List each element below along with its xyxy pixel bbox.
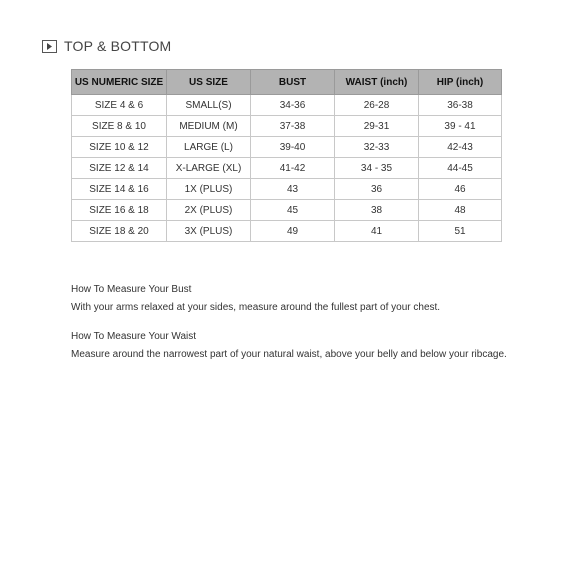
table-row: [72, 116, 502, 137]
bust-instruction: [71, 281, 551, 317]
cell-numeric-size: SIZE 18 & 20: [72, 221, 167, 242]
table-row: [72, 95, 502, 116]
section-title: TOP & BOTTOM: [64, 38, 172, 54]
table-row: [72, 221, 502, 242]
cell-numeric-size: SIZE 12 & 14: [72, 158, 167, 179]
cell-numeric-size: SIZE 8 & 10: [72, 116, 167, 137]
cell-numeric-size: SIZE 10 & 12: [72, 137, 167, 158]
cell-us-size: MEDIUM (M): [167, 116, 251, 137]
cell-bust: 43: [251, 179, 335, 200]
cell-hip: 51: [419, 221, 502, 242]
cell-hip: 39 - 41: [419, 116, 502, 137]
cell-us-size: 2X (PLUS): [167, 200, 251, 221]
cell-waist: 41: [335, 221, 419, 242]
cell-bust: 37-38: [251, 116, 335, 137]
cell-hip: 46: [419, 179, 502, 200]
table-header-row: [72, 70, 502, 95]
cell-waist: 29-31: [335, 116, 419, 137]
cell-us-size: 3X (PLUS): [167, 221, 251, 242]
cell-bust: 45: [251, 200, 335, 221]
table-row: [72, 200, 502, 221]
table-row: [72, 179, 502, 200]
cell-bust: 39-40: [251, 137, 335, 158]
cell-us-size: 1X (PLUS): [167, 179, 251, 200]
section-header[interactable]: [42, 38, 171, 54]
cell-bust: 41-42: [251, 158, 335, 179]
header-us-numeric-size: US NUMERIC SIZE: [72, 70, 167, 95]
cell-bust: 34-36: [251, 95, 335, 116]
cell-waist: 26-28: [335, 95, 419, 116]
cell-us-size: X-LARGE (XL): [167, 158, 251, 179]
cell-hip: 36-38: [419, 95, 502, 116]
cell-numeric-size: SIZE 4 & 6: [72, 95, 167, 116]
play-icon[interactable]: [42, 40, 57, 53]
header-hip: HIP (inch): [419, 70, 502, 95]
instruction-heading: How To Measure Your Bust: [71, 284, 192, 295]
cell-numeric-size: SIZE 14 & 16: [72, 179, 167, 200]
cell-hip: 42-43: [419, 137, 502, 158]
instruction-heading: How To Measure Your Waist: [71, 331, 197, 342]
header-bust: BUST: [251, 70, 335, 95]
cell-us-size: LARGE (L): [167, 137, 251, 158]
cell-waist: 32-33: [335, 137, 419, 158]
cell-hip: 48: [419, 200, 502, 221]
measuring-instructions: [71, 281, 551, 375]
table-row: [72, 137, 502, 158]
instruction-text: With your arms relaxed at your sides, measure around the fullest part of your chest.: [71, 302, 441, 313]
table-row: [72, 158, 502, 179]
cell-hip: 44-45: [419, 158, 502, 179]
header-us-size: US SIZE: [167, 70, 251, 95]
cell-numeric-size: SIZE 16 & 18: [72, 200, 167, 221]
cell-waist: 36: [335, 179, 419, 200]
cell-waist: 38: [335, 200, 419, 221]
instruction-text: Measure around the narrowest part of your natural waist, above your belly and below your ribcage.: [71, 349, 507, 360]
cell-us-size: SMALL(S): [167, 95, 251, 116]
cell-bust: 49: [251, 221, 335, 242]
waist-instruction: [71, 328, 551, 364]
header-waist: WAIST (inch): [335, 70, 419, 95]
size-chart-table: [71, 69, 502, 242]
cell-waist: 34 - 35: [335, 158, 419, 179]
